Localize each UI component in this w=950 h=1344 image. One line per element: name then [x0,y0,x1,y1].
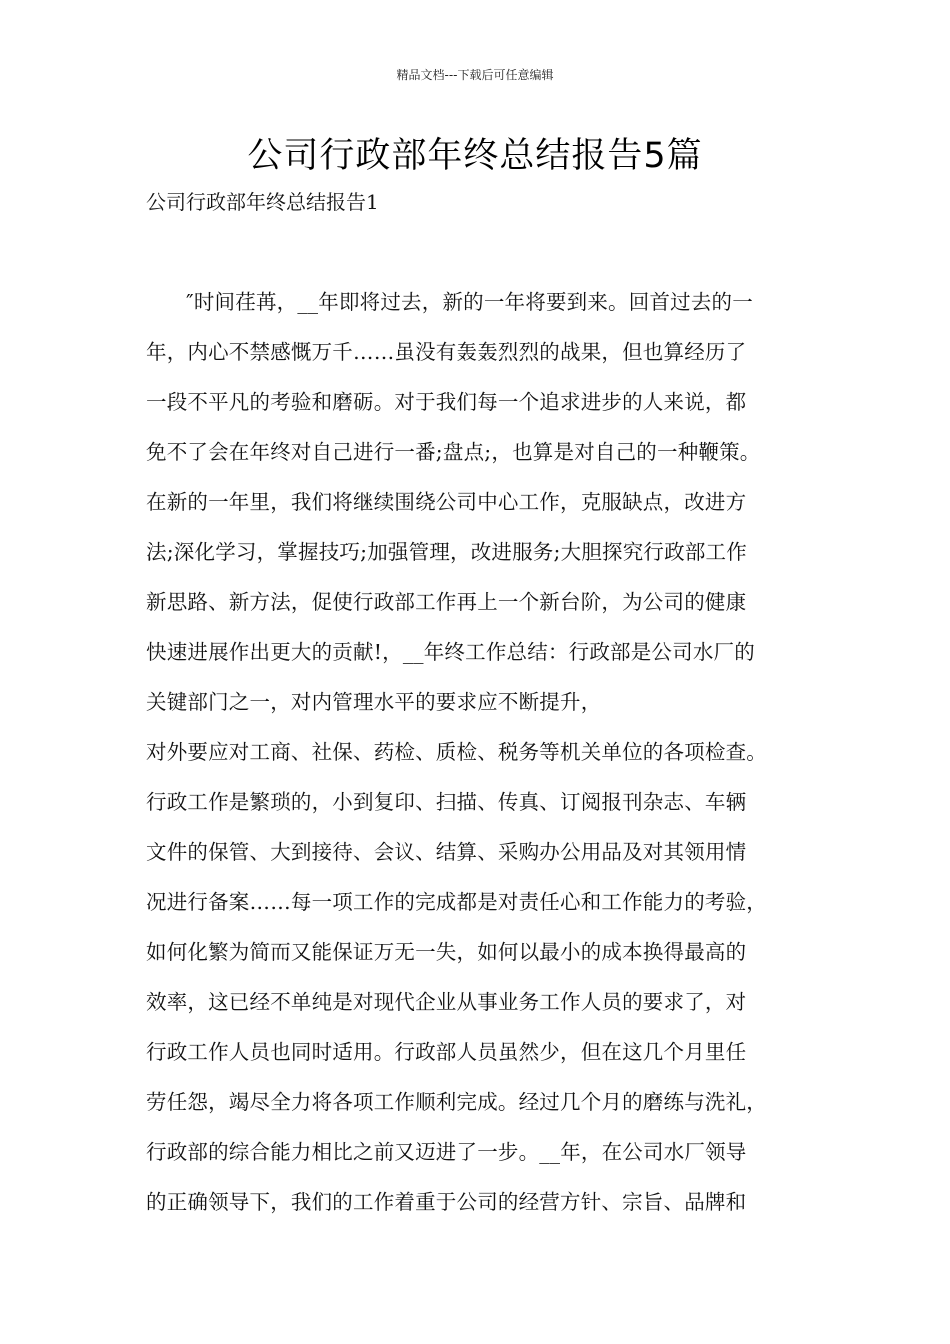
paragraph-line: 行政工作是繁琐的，小到复印、扫描、传真、订阅报刊杂志、车辆 [146,790,747,814]
body-text [146,277,826,1227]
paragraph-line: 效率，这已经不单纯是对现代企业从事业务工作人员的要求了，对 [146,990,747,1014]
document-title: 公司行政部年终总结报告5篇 [247,136,703,176]
paragraph-line: 快速进展作出更大的贡献!，__年终工作总结：行政部是公司水厂的 [146,640,755,664]
paragraph-line: 行政工作人员也同时适用。行政部人员虽然少，但在这几个月里任 [146,1040,747,1064]
paragraph-line: 况进行备案……每一项工作的完成都是对责任心和工作能力的考验， [146,890,767,914]
paragraph-line: 行政部的综合能力相比之前又迈进了一步。__年，在公司水厂领导 [146,1140,747,1164]
paragraph-line: 年，内心不禁感慨万千……虽没有轰轰烈烈的战果，但也算经历了 [146,340,747,364]
paragraph-line: 免不了会在年终对自己进行一番;盘点;，也算是对自己的一种鞭策。 [146,440,761,464]
paragraph-line: 新思路、新方法，促使行政部工作再上一个新台阶，为公司的健康 [146,590,747,614]
paragraph-line: 关键部门之一，对内管理水平的要求应不断提升， [146,690,602,714]
paragraph-line: 的正确领导下，我们的工作着重于公司的经营方针、宗旨、品牌和 [146,1190,747,1214]
paragraph-line: 一段不平凡的考验和磨砺。对于我们每一个追求进步的人来说，都 [146,390,747,414]
paragraph-line: 劳任怨，竭尽全力将各项工作顺利完成。经过几个月的磨练与洗礼， [146,1090,767,1114]
paragraph-line: 如何化繁为简而又能保证万无一失，如何以最小的成本换得最高的 [146,940,747,964]
section-heading: 公司行政部年终总结报告1 [146,190,379,214]
paragraph-line: 文件的保管、大到接待、会议、结算、采购办公用品及对其领用情 [146,840,747,864]
paragraph-line: 在新的一年里，我们将继续围绕公司中心工作，克服缺点，改进方 [146,490,747,514]
paragraph-line: 对外要应对工商、社保、药检、质检、税务等机关单位的各项检查。 [146,740,767,764]
paragraph-line: 法;深化学习，掌握技巧;加强管理，改进服务;大胆探究行政部工作 [146,540,747,564]
paragraph-line: ″时间荏苒，__年即将过去，新的一年将要到来。回首过去的一 [186,290,753,314]
header-note: 精品文档---下载后可任意编辑 [396,68,554,82]
